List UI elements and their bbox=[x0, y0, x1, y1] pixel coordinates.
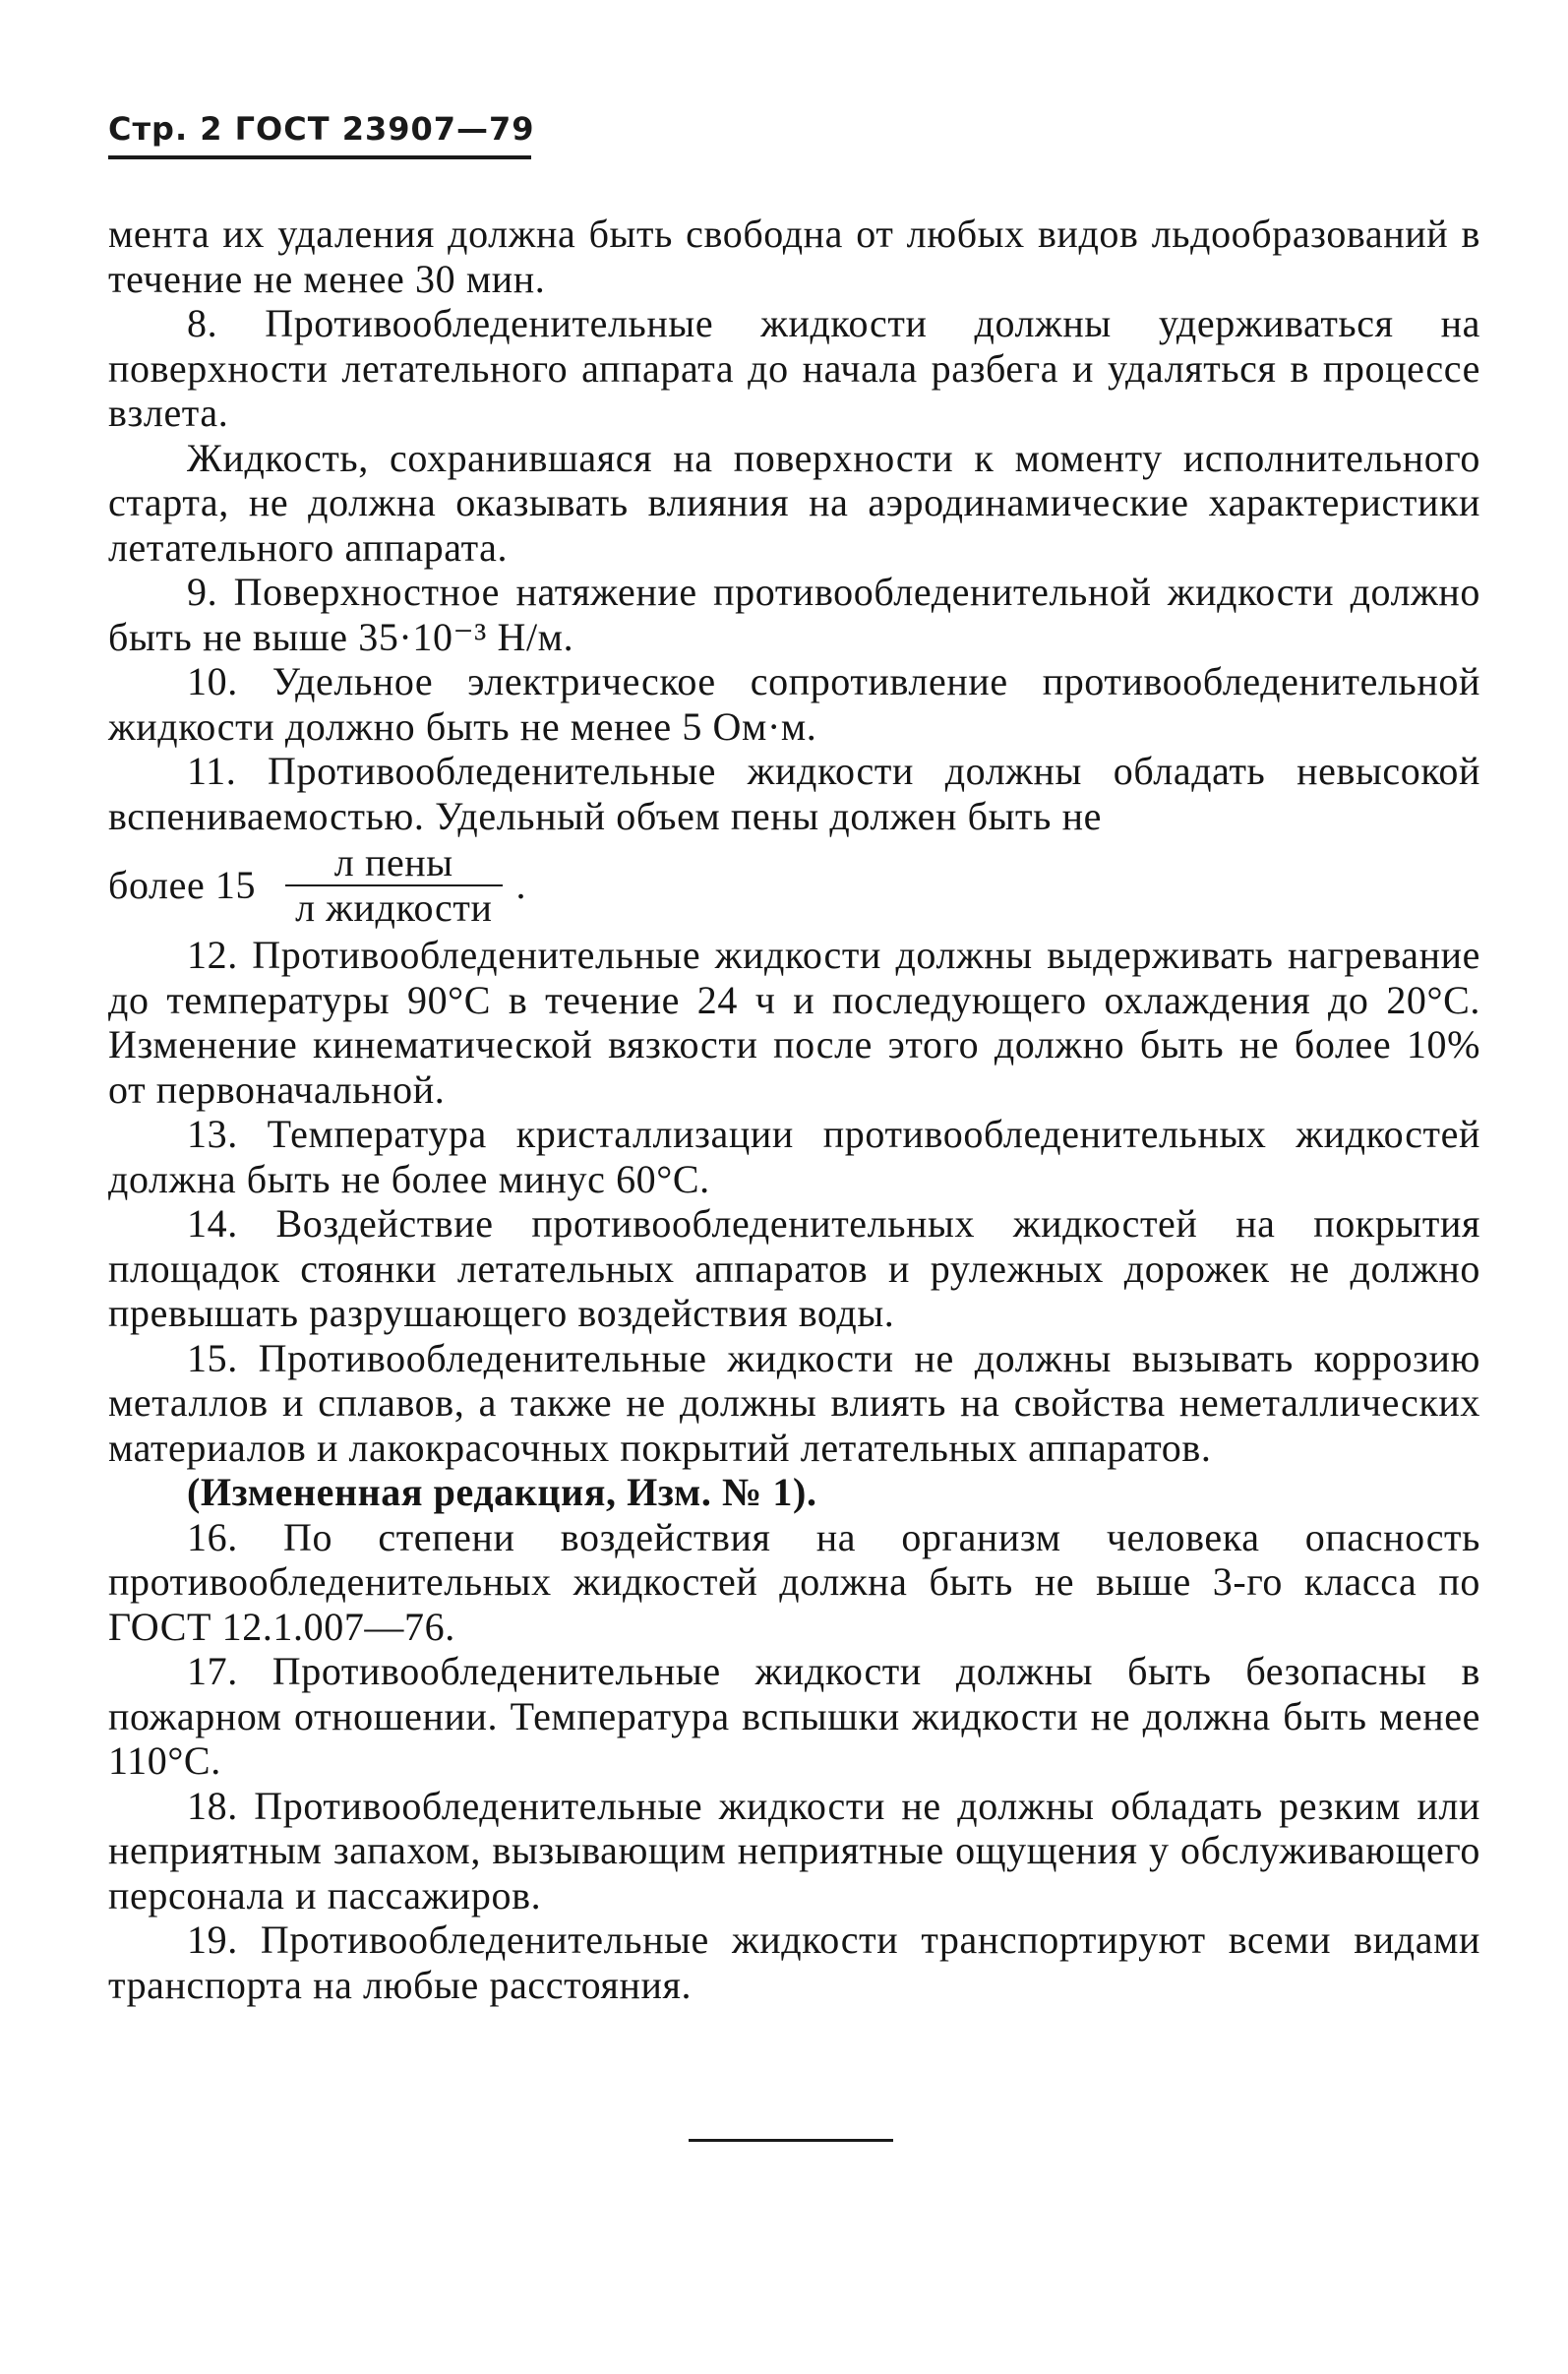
clause-18: 18. Противообледенительные жидкости не должны обладать резким или неприятным запахом, вызывающим неприятные ощущения у обслуживающего персонала и пассажиров. bbox=[108, 1783, 1480, 1917]
clause-10: 10. Удельное электрическое сопротивление противообледенительной жидкости должно быть не менее 5 Ом·м. bbox=[108, 659, 1480, 749]
clause-9: 9. Поверхностное натяжение противообледенительной жидкости должно быть не выше 35·10⁻³ Н/м. bbox=[108, 570, 1480, 659]
clause-8-note: Жидкость, сохранившаяся на поверхности к моменту исполнительного старта, не должна оказывать влияния на аэродинамические характеристики летательного аппарата. bbox=[108, 435, 1480, 570]
clause-11: 11. Противообледенительные жидкости должны обладать невысокой вспениваемостью. Удельный объем пены должен быть не bbox=[108, 749, 1480, 838]
paragraph-continuation: мента их удаления должна быть свободна от любых видов льдообразований в течение не менее 30 мин. bbox=[108, 212, 1480, 301]
clause-16: 16. По степени воздействия на организм человека опасность противообледенительных жидкостей должна быть не выше 3-го класса по ГОСТ 12.1.007—76. bbox=[108, 1514, 1480, 1649]
document-body bbox=[108, 212, 1480, 2007]
fraction bbox=[285, 841, 502, 930]
fraction-denominator: л жидкости bbox=[285, 884, 502, 930]
end-divider bbox=[689, 2139, 893, 2142]
fraction-tail: . bbox=[515, 863, 527, 908]
clause-15: 15. Противообледенительные жидкости не должны вызывать коррозию металлов и сплавов, а также не должны влиять на свойства неметаллических материалов и лакокрасочных покрытий летательных аппаратов. bbox=[108, 1335, 1480, 1470]
page-header: Стр. 2 ГОСТ 23907—79 bbox=[108, 110, 535, 148]
header-underline bbox=[108, 155, 531, 159]
clause-8: 8. Противообледенительные жидкости должны удерживаться на поверхности летательного аппарата до начала разбега и удаляться в процессе взлета. bbox=[108, 301, 1480, 435]
foam-volume-fraction bbox=[108, 838, 1480, 933]
clause-19: 19. Противообледенительные жидкости транспортируют всеми видами транспорта на любые расстояния. bbox=[108, 1917, 1480, 2007]
clause-13: 13. Температура кристаллизации противообледенительных жидкостей должна быть не более минус 60°С. bbox=[108, 1112, 1480, 1201]
clause-12: 12. Противообледенительные жидкости должны выдерживать нагревание до температуры 90°С в течение 24 ч и последующего охлаждения до 20°С. Изменение кинематической вязкости после этого должно быть не более 10% от первоначальной. bbox=[108, 933, 1480, 1112]
fraction-numerator: л пены bbox=[333, 840, 453, 884]
amendment-note: (Измененная редакция, Изм. № 1). bbox=[187, 1470, 817, 1514]
fraction-lead: более 15 bbox=[108, 863, 257, 908]
clause-14: 14. Воздействие противообледенительных жидкостей на покрытия площадок стоянки летательных аппаратов и рулежных дорожек не должно превышать разрушающего воздействия воды. bbox=[108, 1201, 1480, 1335]
clause-17: 17. Противообледенительные жидкости должны быть безопасны в пожарном отношении. Температура вспышки жидкости не должна быть менее 110°С. bbox=[108, 1649, 1480, 1783]
